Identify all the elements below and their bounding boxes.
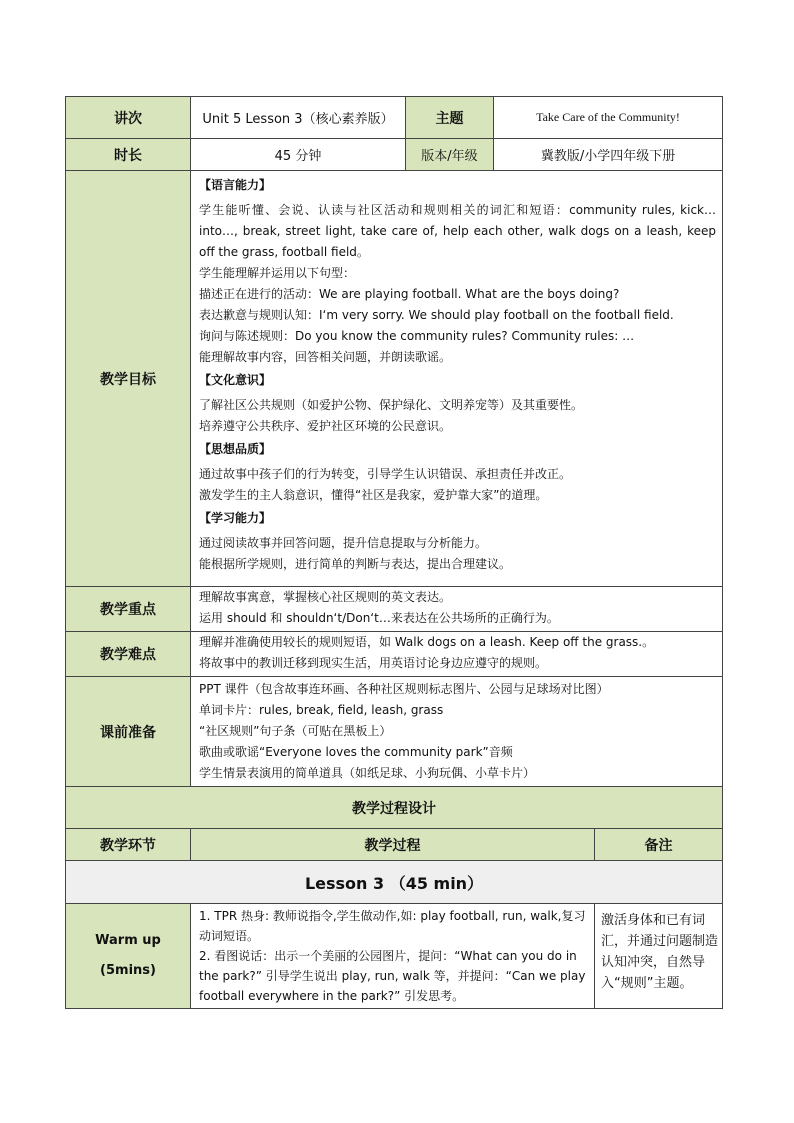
row-lecture [66, 97, 723, 139]
objectives-label: 教学目标 [66, 171, 191, 587]
warmup-line: 1. TPR 热身: 教师说指令,学生做动作,如: play football, run, walk,复习动词短语。 [199, 909, 586, 943]
preparation-line: “社区规则”句子条（可贴在黑板上） [199, 724, 392, 738]
culture-line: 培养遵守公共秩序、爱护社区环境的公民意识。 [199, 419, 452, 433]
key-points-label: 教学重点 [66, 587, 191, 632]
key-point-line: 理解故事寓意，掌握核心社区规则的英文表达。 [199, 590, 452, 604]
edition-label: 版本/年级 [406, 139, 494, 171]
lesson-plan-table [65, 96, 723, 1009]
difficult-point-line: 将故事中的教训迁移到现实生活，用英语讨论身边应遵守的规则。 [199, 656, 548, 670]
lesson-title: Lesson 3 （45 min） [66, 861, 723, 904]
stage-header: 教学环节 [66, 829, 191, 861]
warmup-stage [66, 904, 191, 1009]
language-line: 学生能听懂、会说、认读与社区活动和规则相关的词汇和短语：community rules, kick… into…, break, street light, take care of, help each other, walk dogs on a leash, keep off the grass, football field。 [199, 203, 717, 259]
key-point-line: 运用 should 和 shouldn‘t/Don‘t…来表达在公共场所的正确行为。 [199, 611, 559, 625]
culture-title: 【文化意识】 [199, 373, 272, 387]
preparation-label: 课前准备 [66, 677, 191, 787]
preparation-line: 歌曲或歌谣“Everyone loves the community park”音频 [199, 745, 513, 759]
language-line: 学生能理解并运用以下句型： [199, 266, 356, 280]
difficult-point-line: 理解并准确使用较长的规则短语，如 Walk dogs on a leash. Keep off the grass.。 [199, 635, 655, 649]
learning-line: 通过阅读故事并回答问题，提升信息提取与分析能力。 [199, 536, 488, 550]
language-line: 表达歉意与规则认知：I‘m very sorry. We should play football on the football field. [199, 308, 674, 322]
row-process-design [66, 787, 723, 829]
row-objectives [66, 171, 723, 587]
language-line: 描述正在进行的活动：We are playing football. What are the boys doing? [199, 287, 620, 301]
process-header: 教学过程 [191, 829, 595, 861]
language-title: 【语言能力】 [199, 178, 272, 192]
theme-value: Take Care of the Community! [494, 97, 723, 139]
process-design-title: 教学过程设计 [66, 787, 723, 829]
warmup-content [191, 904, 595, 1009]
row-key-points [66, 587, 723, 632]
learning-line: 能根据所学规则，进行简单的判断与表达，提出合理建议。 [199, 557, 512, 571]
row-preparation [66, 677, 723, 787]
thinking-line: 通过故事中孩子们的行为转变，引导学生认识错误、承担责任并改正。 [199, 467, 572, 481]
language-line: 询问与陈述规则：Do you know the community rules? Community rules: … [199, 329, 635, 343]
row-process-header [66, 829, 723, 861]
preparation-content [191, 677, 723, 787]
theme-label: 主题 [406, 97, 494, 139]
row-warmup [66, 904, 723, 1009]
row-difficult-points [66, 632, 723, 677]
preparation-line: 学生情景表演用的简单道具（如纸足球、小狗玩偶、小草卡片） [199, 766, 536, 780]
language-line: 能理解故事内容，回答相关问题，并朗读歌谣。 [199, 350, 452, 364]
difficult-points-content [191, 632, 723, 677]
duration-value: 45 分钟 [191, 139, 406, 171]
thinking-title: 【思想品质】 [199, 442, 272, 456]
objectives-content [191, 171, 723, 587]
row-lesson [66, 861, 723, 904]
edition-value: 冀教版/小学四年级下册 [494, 139, 723, 171]
notes-header: 备注 [595, 829, 723, 861]
warmup-stage-name: Warm up [95, 933, 161, 948]
lecture-label: 讲次 [66, 97, 191, 139]
key-points-content [191, 587, 723, 632]
thinking-line: 激发学生的主人翁意识，懂得“社区是我家，爱护靠大家”的道理。 [199, 488, 548, 502]
difficult-points-label: 教学难点 [66, 632, 191, 677]
preparation-line: 单词卡片：rules, break, field, leash, grass [199, 703, 444, 717]
warmup-line: 2. 看图说话：出示一个美丽的公园图片，提问：“What can you do in the park?” 引导学生说出 play, run, walk 等，并提问：“Can we play football everywhere in the park?” 引发思考。 [199, 949, 586, 1003]
duration-label: 时长 [66, 139, 191, 171]
lecture-value: Unit 5 Lesson 3（核心素养版） [191, 97, 406, 139]
learning-title: 【学习能力】 [199, 511, 272, 525]
culture-line: 了解社区公共规则（如爱护公物、保护绿化、文明养宠等）及其重要性。 [199, 398, 584, 412]
row-duration [66, 139, 723, 171]
warmup-note: 激活身体和已有词汇，并通过问题制造认知冲突，自然导入“规则”主题。 [595, 904, 723, 1009]
preparation-line: PPT 课件（包含故事连环画、各种社区规则标志图片、公园与足球场对比图） [199, 682, 609, 696]
warmup-stage-time: (5mins) [100, 963, 156, 978]
